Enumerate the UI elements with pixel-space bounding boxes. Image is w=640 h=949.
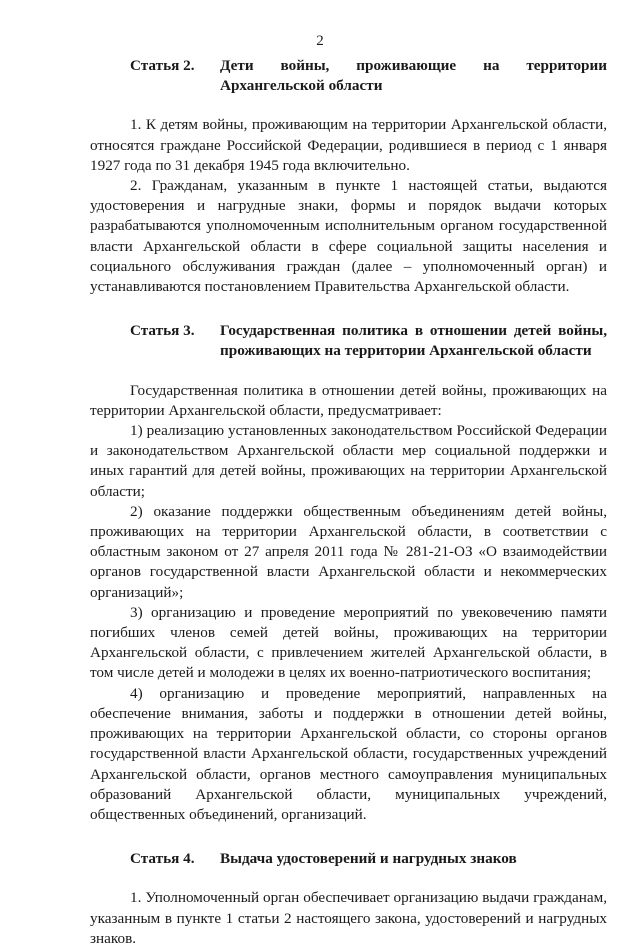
document-body [90, 56, 607, 949]
article-4-heading [90, 849, 607, 869]
article-2-paragraph-1: 1. К детям войны, проживающим на территории Архангельской области, относятся граждане Российской Федерации, родившиеся в период с 1 января 1927 года по 31 декабря 1945 года включительно. [90, 116, 607, 174]
article-title: Государственная политика в отношении детей войны, проживающих на территории Архангельской области [220, 322, 607, 360]
article-3-paragraph-3: 2) оказание поддержки общественным объединениям детей войны, проживающих на территории Архангельской области, в соответствии с областным законом от 27 апреля 2011 года № 281-21-ОЗ «О взаимодействии органов государственной власти Архангельской области и некоммерческих организаций»; [90, 502, 607, 601]
article-number: Статья 2. [130, 57, 195, 74]
article-2-paragraph-2: 2. Гражданам, указанным в пункте 1 настоящей статьи, выдаются удостоверения и нагрудные знаки, формы и порядок выдачи которых разрабатываются уполномоченным исполнительным органом государственной власти Архангельской области в сфере социальной защиты населения и социального обслуживания граждан (далее – уполномоченный орган) и устанавливаются постановлением Правительства Архангельской области. [90, 177, 607, 296]
article-title: Выдача удостоверений и нагрудных знаков [220, 850, 517, 868]
article-3-paragraph-5: 4) организацию и проведение мероприятий, направленных на обеспечение внимания, заботы и поддержки в отношении детей войны, проживающих на территории Архангельской области, со стороны органов государственной власти Архангельской области, государственных учреждений Архангельской области, органов местного самоуправления муниципальных образований Архангельской области, муниципальных учреждений, общественных объединений, организаций. [90, 684, 607, 823]
article-3-paragraph-1: Государственная политика в отношении детей войны, проживающих на территории Архангельской области, предусматривает: [90, 381, 607, 419]
article-3-paragraph-2: 1) реализацию установленных законодательством Российской Федерации и законодательством Архангельской области мер социальной поддержки и иных гарантий для детей войны, проживающих на территории Архангельской области; [90, 422, 607, 500]
article-3-heading [90, 321, 607, 361]
page-number: 2 [316, 33, 324, 49]
article-number: Статья 3. [130, 322, 195, 340]
article-4-paragraph-1: 1. Уполномоченный орган обеспечивает организацию выдачи гражданам, указанным в пункте 1 статьи 2 настоящего закона, удостоверений и нагрудных знаков. [90, 889, 607, 947]
article-3-paragraph-4: 3) организацию и проведение мероприятий по увековечению памяти погибших членов семей детей войны, проживающих на территории Архангельской области, с привлечением жителей Архангельской области, в том числе детей и молодежи в целях их военно-патриотического воспитания; [90, 603, 607, 682]
article-2-heading [90, 56, 607, 96]
article-number: Статья 4. [130, 850, 195, 868]
article-title: Дети войны, проживающие на территории Архангельской области [220, 57, 607, 95]
